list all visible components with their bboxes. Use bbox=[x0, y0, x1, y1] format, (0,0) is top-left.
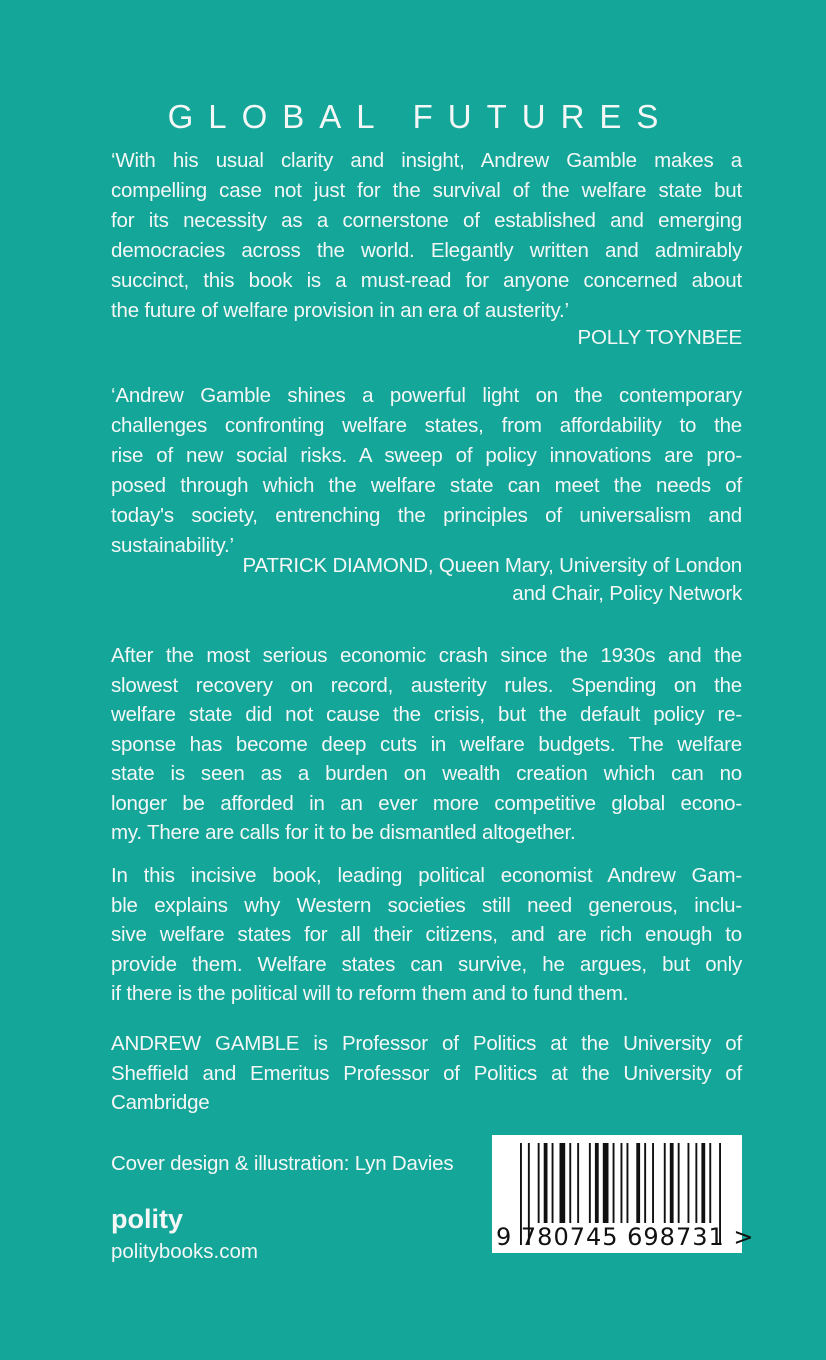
description-paragraph-1-line: state is seen as a burden on wealth creation which can no bbox=[111, 762, 742, 785]
barcode-bar bbox=[613, 1143, 615, 1223]
barcode-bar bbox=[544, 1143, 548, 1223]
description-paragraph-1-line: longer be afforded in an ever more competitive global econo- bbox=[111, 791, 742, 815]
attribution-patrick-diamond: and Chair, Policy Network bbox=[512, 582, 742, 605]
barcode-bar bbox=[595, 1143, 599, 1223]
isbn-number: 9 780745 698731 > bbox=[496, 1223, 755, 1251]
description-paragraph-1-line: sponse has become deep cuts in welfare budgets. The welfare bbox=[111, 732, 742, 756]
barcode-bar bbox=[701, 1143, 705, 1223]
barcode-bar bbox=[670, 1143, 674, 1223]
blurb-polly-toynbee-line: succinct, this book is a must-read for anyone concerned about bbox=[111, 269, 742, 292]
blurb-patrick-diamond-line: challenges confronting welfare states, from affordability to the bbox=[111, 414, 742, 437]
publisher-url: politybooks.com bbox=[111, 1240, 258, 1263]
description-paragraph-2-line: sive welfare states for all their citizens, and are rich enough to bbox=[111, 923, 742, 946]
barcode-bar bbox=[652, 1143, 654, 1223]
blurb-patrick-diamond-line: sustainability.’ bbox=[111, 534, 234, 557]
blurb-polly-toynbee-line: the future of welfare provision in an era of austerity.’ bbox=[111, 299, 569, 322]
blurb-patrick-diamond-line: today's society, entrenching the principles of universalism and bbox=[111, 504, 742, 527]
barcode-bar bbox=[678, 1143, 680, 1223]
barcode-bar bbox=[538, 1143, 540, 1223]
publisher-logo: polity bbox=[111, 1204, 183, 1234]
blurb-patrick-diamond-line: ‘Andrew Gamble shines a powerful light on the contemporary bbox=[111, 384, 742, 407]
barcode-bar bbox=[709, 1143, 711, 1223]
barcode-bar bbox=[644, 1143, 646, 1223]
barcode-bar bbox=[589, 1143, 591, 1223]
barcode-bar bbox=[560, 1143, 566, 1223]
description-paragraph-2-line: In this incisive book, leading political economist Andrew Gam- bbox=[111, 864, 742, 887]
description-paragraph-2-line: if there is the political will to reform them and to fund them. bbox=[111, 982, 629, 1005]
attribution-polly-toynbee: POLLY TOYNBEE bbox=[577, 326, 742, 349]
blurb-polly-toynbee-line: democracies across the world. Elegantly written and admirably bbox=[111, 239, 742, 262]
blurb-polly-toynbee-line: compelling case not just for the survival of the welfare state but bbox=[111, 179, 742, 202]
description-paragraph-1-line: my. There are calls for it to be dismantled altogether. bbox=[111, 821, 576, 844]
blurb-patrick-diamond-line: rise of new social risks. A sweep of policy innovations are pro- bbox=[111, 444, 742, 467]
barcode-bar bbox=[688, 1143, 690, 1223]
barcode-bar bbox=[577, 1143, 579, 1223]
isbn-barcode bbox=[492, 1135, 755, 1253]
description-paragraph-1-line: welfare state did not cause the crisis, but the default policy re- bbox=[111, 703, 742, 726]
blurb-patrick-diamond-line: posed through which the welfare state can meet the needs of bbox=[111, 474, 742, 497]
barcode-bar bbox=[552, 1143, 554, 1223]
author-bio-line: ANDREW GAMBLE is Professor of Politics at the University of bbox=[111, 1032, 742, 1055]
barcode-bar bbox=[695, 1143, 697, 1223]
description-paragraph-2-line: ble explains why Western societies still need generous, inclu- bbox=[111, 893, 742, 917]
barcode-bar bbox=[636, 1143, 640, 1223]
blurb-polly-toynbee-line: ‘With his usual clarity and insight, Andrew Gamble makes a bbox=[111, 149, 742, 172]
author-bio-line: Cambridge bbox=[111, 1091, 210, 1114]
barcode-bar bbox=[621, 1143, 623, 1223]
barcode-bar bbox=[627, 1143, 629, 1223]
barcode-bar bbox=[603, 1143, 609, 1223]
description-paragraph-2-line: provide them. Welfare states can survive, he argues, but only bbox=[111, 952, 742, 976]
description-paragraph-1-line: After the most serious economic crash since the 1930s and the bbox=[111, 644, 742, 667]
barcode-bar bbox=[664, 1143, 666, 1223]
barcode-bar bbox=[569, 1143, 571, 1223]
cover-credit: Cover design & illustration: Lyn Davies bbox=[111, 1152, 454, 1175]
blurb-polly-toynbee-line: for its necessity as a cornerstone of established and emerging bbox=[111, 209, 742, 232]
attribution-patrick-diamond: PATRICK DIAMOND, Queen Mary, University of London bbox=[242, 554, 742, 577]
series-title: GLOBAL FUTURES bbox=[167, 98, 674, 135]
author-bio-line: Sheffield and Emeritus Professor of Politics at the University of bbox=[111, 1061, 742, 1085]
description-paragraph-1-line: slowest recovery on record, austerity rules. Spending on the bbox=[111, 673, 742, 697]
